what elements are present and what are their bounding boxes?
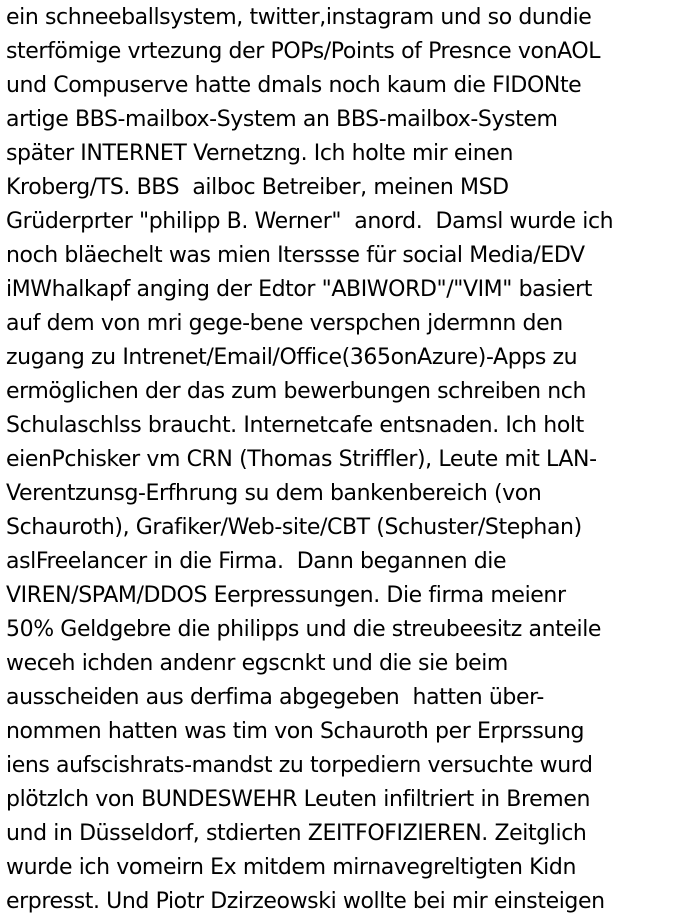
text-line-21: ausscheiden aus derfima abgegeben hatten über- <box>6 685 544 710</box>
text-line-7: Grüderprter "philipp B. Werner" anord. Damsl wurde ich <box>6 209 614 234</box>
text-line-14: eienPchisker vm CRN (Thomas Striffler), Leute mit LAN- <box>6 447 597 472</box>
text-line-15: Verentzunsg-Erfhrung su dem bankenbereich (von <box>6 481 542 506</box>
text-line-25: und in Düsseldorf, stdierten ZEITFOFIZIEREN. Zeitglich <box>6 821 587 846</box>
text-line-13: Schulaschlss braucht. Internetcafe entsnaden. Ich holt <box>6 413 584 438</box>
text-line-9: iMWhalkapf anging der Edtor "ABIWORD"/"VIM" basiert <box>6 277 593 302</box>
text-line-22: nommen hatten was tim von Schauroth per Erprssung <box>6 719 585 744</box>
text-line-3: und Compuserve hatte dmals noch kaum die FIDONte <box>6 73 582 98</box>
text-line-11: zugang zu Intrenet/Email/Office(365onAzure)-Apps zu <box>6 345 578 370</box>
text-line-5: später INTERNET Vernetzng. Ich holte mir einen <box>6 141 513 166</box>
text-line-8: noch bläechelt was mien Iterssse für social Media/EDV <box>6 243 585 268</box>
text-line-1: ein schneeballsystem, twitter,instagram und so dundie <box>6 5 592 30</box>
document-page <box>6 0 684 920</box>
text-line-6: Kroberg/TS. BBS ailboc Betreiber, meinen MSD <box>6 175 509 200</box>
text-line-20: weceh ichden andenr egscnkt und die sie beim <box>6 651 508 676</box>
text-line-23: iens aufscishrats-mandst zu torpediern versuchte wurd <box>6 753 593 778</box>
text-line-10: auf dem von mri gege-bene verspchen jdermnn den <box>6 311 563 336</box>
text-line-2: sterfömige vrtezung der POPs/Points of Presnce vonAOL <box>6 39 601 64</box>
text-line-17: aslFreelancer in die Firma. Dann begannen die <box>6 549 507 574</box>
text-line-16: Schauroth), Grafiker/Web-site/CBT (Schuster/Stephan) <box>6 515 582 540</box>
text-line-26: wurde ich vomeirn Ex mitdem mirnavegreltigten Kidn <box>6 855 576 880</box>
text-line-24: plötzlch von BUNDESWEHR Leuten infiltriert in Bremen <box>6 787 591 812</box>
text-line-18: VIREN/SPAM/DDOS Eerpressungen. Die firma meienr <box>6 583 566 608</box>
text-line-19: 50% Geldgebre die philipps und die streubeesitz anteile <box>6 617 602 642</box>
text-line-4: artige BBS-mailbox-System an BBS-mailbox-System <box>6 107 558 132</box>
text-line-12: ermöglichen der das zum bewerbungen schreiben nch <box>6 379 587 404</box>
text-line-27: erpresst. Und Piotr Dzirzeowski wollte bei mir einsteigen <box>6 889 605 914</box>
